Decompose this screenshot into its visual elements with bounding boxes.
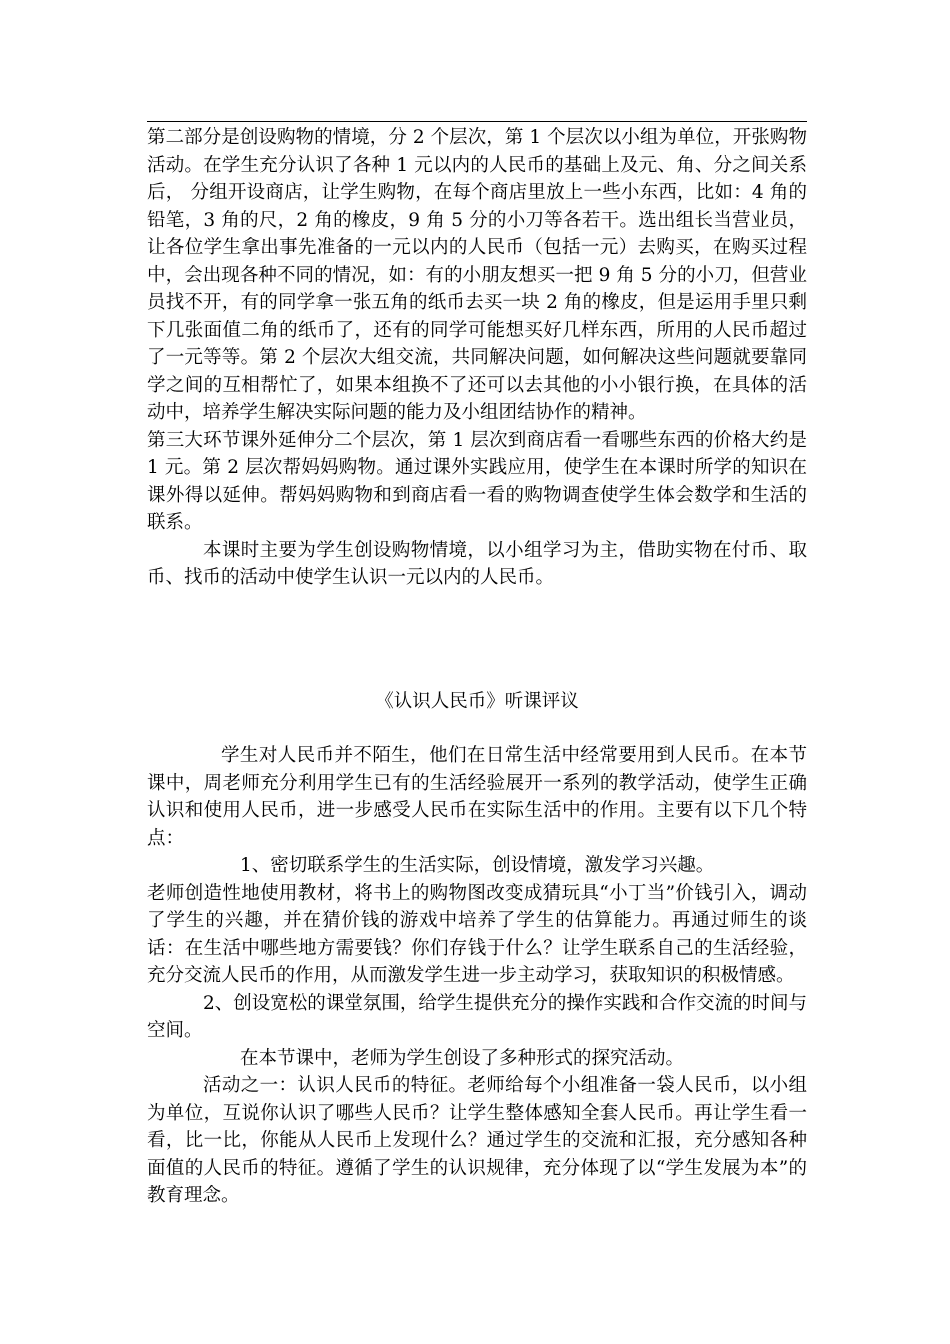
paragraph-shopping-scenario: 第二部分是创设购物的情境，分 2 个层次，第 1 个层次以小组为单位，开张购物活动。在学生充分认识了各种 1 元以内的人民币的基础上及元、角、分之间关系后， 分组开设商店，让学生购物，在每个商店里放上一些小东西，比如：4 角的铅笔，3 角的尺，2 角的橡皮，9 角 5 分的小刀等各若干。选出组长当营业员，让各位学生拿出事先准备的一元以内的人民币（包括一元）去购买，在购买过程中，会出现各种不同的情况，如：有的小朋友想买一把 9 角 5 分的小刀，但营业员找不开，有的同学拿一张五角的纸币去买一块 2 角的橡皮，但是运用手里只剩下几张面值二角的纸币了，还有的同学可能想买好几样东西，所用的人民币超过了一元等等。第 2 个层次大组交流，共同解决问题，如何解决这些问题就要靠同学之间的互相帮忙了，如果本组换不了还可以去其他的小小银行换，在具体的活动中，培养学生解决实际问题的能力及小组团结协作的精神。 <box>147 127 807 423</box>
paragraph-extension: 第三大环节课外延伸分二个层次，第 1 层次到商店看一看哪些东西的价格大约是 1 元。第 2 层次帮妈妈购物。通过课外实践应用，使学生在本课时所学的知识在课外得以延伸。帮妈妈购物和到商店看一看的购物调查使学生体会数学和生活的联系。 <box>147 429 807 533</box>
paragraph-point-1-heading: 1、密切联系学生的生活实际，创设情境，激发学习兴趣。 <box>240 855 715 876</box>
paragraph-intro: 学生对人民币并不陌生，他们在日常生活中经常要用到人民币。在本节课中，周老师充分利用学生已有的生活经验展开一系列的教学活动，使学生正确认识和使用人民币，进一步感受人民币在实际生活中的作用。主要有以下几个特点： <box>147 745 807 849</box>
paragraph-activity-1: 活动之一：认识人民币的特征。老师给每个小组准备一袋人民币，以小组为单位，互说你认识了哪些人民币？让学生整体感知全套人民币。再让学生看一看，比一比，你能从人民币上发现什么？通过学生的交流和汇报，充分感知各种面值的人民币的特征。遵循了学生的认识规律，充分体现了以“学生发展为本”的教育理念。 <box>147 1075 807 1206</box>
paragraph-summary: 本课时主要为学生创设购物情境，以小组学习为主，借助实物在付币、取币、找币的活动中使学生认识一元以内的人民币。 <box>147 539 807 588</box>
paragraph-activities-intro: 在本节课中，老师为学生创设了多种形式的探究活动。 <box>240 1047 685 1069</box>
paragraph-point-2-heading: 2、创设宽松的课堂氛围，给学生提供充分的操作实践和合作交流的时间与空间。 <box>147 992 807 1041</box>
document-page <box>147 0 807 1210</box>
section-title: 《认识人民币》听课评议 <box>375 690 579 712</box>
paragraph-point-1-body: 老师创造性地使用教材，将书上的购物图改变成猜玩具“小丁当”价钱引入，调动了学生的兴趣，并在猜价钱的游戏中培养了学生的估算能力。再通过师生的谈话：在生活中哪些地方需要钱？你们存钱于什么？让学生联系自己的生活经验，充分交流人民币的作用，从而激发学生进一步主动学习，获取知识的积极情感。 <box>147 882 807 986</box>
